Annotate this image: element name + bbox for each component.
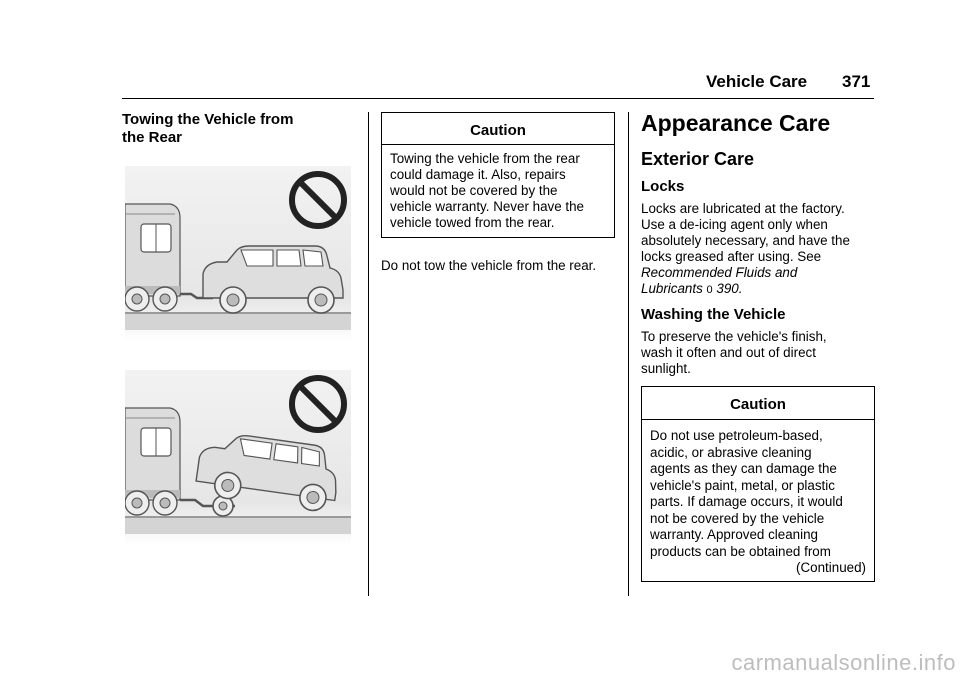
- section-heading-exterior: Exterior Care: [641, 149, 755, 169]
- page-ref-icon: 0: [706, 284, 713, 296]
- reference-link-line2[interactable]: Lubricants 0 390.: [641, 281, 743, 296]
- watermark: carmanualsonline.info: [731, 650, 956, 675]
- caution-box-towing: [381, 112, 615, 238]
- body-paragraph: Do not tow the vehicle from the rear.: [381, 258, 597, 273]
- washing-paragraph: To preserve the vehicle's finish, wash it often and out of direct sunlight.: [641, 329, 827, 376]
- continued-label: (Continued): [796, 560, 866, 575]
- section-heading: Towing the Vehicle from the Rear: [122, 111, 294, 146]
- subsection-heading-locks: Locks: [641, 178, 685, 195]
- locks-paragraph: Locks are lubricated at the factory. Use a de-icing agent only when absolutely necessary, and have the locks greased after using. See Recommended Fluids and Lubricants 0 390.: [641, 201, 850, 296]
- caution-text: Do not use petroleum-based, acidic, or abrasive cleaning agents as they can damage the vehicle's paint, metal, or plastic parts. If damage occurs, it would not be covered by the vehicle warranty. Approved cleaning products can be obtained from (Continued): [650, 428, 866, 575]
- chapter-heading: Appearance Care: [641, 110, 831, 136]
- towing-rear-illustration-1: [125, 166, 351, 342]
- page-number: 371: [842, 72, 871, 91]
- header-rule: [122, 98, 874, 99]
- towing-rear-illustration-2: [125, 370, 351, 546]
- column-divider-right: [628, 112, 629, 596]
- column-divider-left: [368, 112, 369, 596]
- caution-title: Caution: [730, 396, 786, 413]
- reference-link-line1[interactable]: Recommended Fluids and: [641, 265, 798, 280]
- caution-title: Caution: [470, 122, 526, 139]
- caution-box-cleaning: [641, 386, 875, 582]
- caution-text: Towing the vehicle from the rear could damage it. Also, repairs would not be covered by the vehicle warranty. Never have the vehicle towed from the rear.: [390, 151, 585, 230]
- running-header-title: Vehicle Care: [706, 72, 808, 91]
- subsection-heading-washing: Washing the Vehicle: [641, 306, 786, 323]
